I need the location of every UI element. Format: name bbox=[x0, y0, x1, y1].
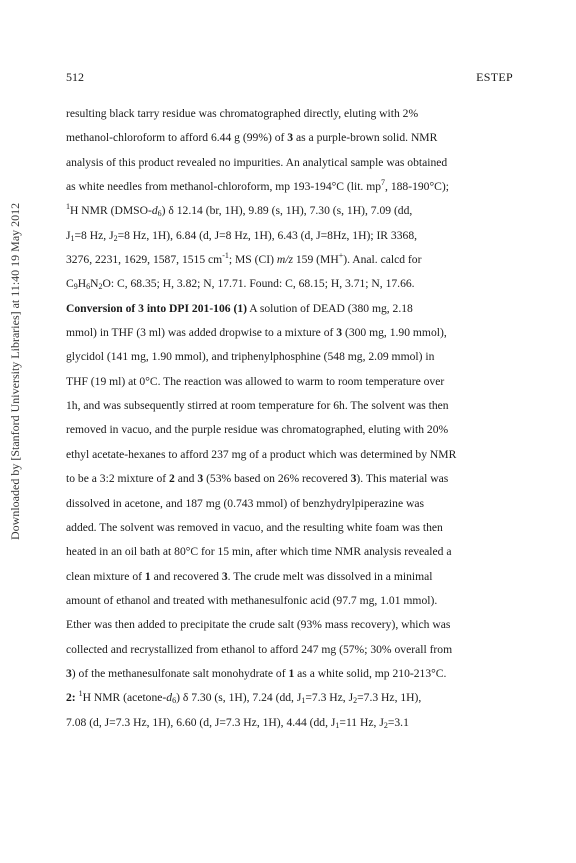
section-heading-line: Conversion of 3 into DPI 201-106 (1) A solution of DEAD (380 mg, 2.18 bbox=[66, 301, 413, 315]
text-line: amount of ethanol and treated with methanesulfonic acid (97.7 mg, 1.01 mmol). bbox=[66, 593, 438, 607]
text-line: added. The solvent was removed in vacuo, and the resulting white foam was then bbox=[66, 520, 443, 534]
text-line: dissolved in acetone, and 187 mg (0.743 mmol) of benzhydrylpiperazine was bbox=[66, 496, 425, 510]
text-line: 3276, 2231, 1629, 1587, 1515 $cm^{-1}$; MS (CI) m/z 159 (MH+). Anal. calcd for bbox=[66, 251, 422, 267]
text-line: as white needles from methanol-chloroform, mp 193-194°C (lit. $mp^7$, 188-190°C); bbox=[66, 178, 449, 194]
running-head: ESTEP bbox=[476, 70, 513, 84]
text-line: THF (19 ml) at 0°C. The reaction was allowed to warm to room temperature over bbox=[66, 374, 445, 388]
text-line: $J_1=8$ Hz, $J_2=8$ Hz, 1H), 6.84 (d, J=8 Hz, 1H), 6.43 (d, J=8Hz, 1H); IR 3368, bbox=[66, 228, 418, 243]
text-line: methanol-chloroform to afford 6.44 g (99%) of 3 as a purple-brown solid. NMR bbox=[66, 131, 438, 145]
text-line: analysis of this product revealed no impurities. An analytical sample was obtained bbox=[66, 155, 448, 169]
download-watermark: Downloaded by [Stanford University Libraries] at 11:40 19 May 2012 bbox=[8, 202, 22, 540]
text-line: $^1$H NMR $(DMSO-d_6)$ δ 12.14 (br, 1H), 9.89 (s, 1H), 7.30 (s, 1H), 7.09 (dd, bbox=[66, 202, 413, 219]
page-header bbox=[66, 70, 513, 86]
text-line: clean mixture of 1 and recovered 3. The crude melt was dissolved in a minimal bbox=[66, 569, 433, 583]
text-line: $C_9H_6N_2O$: C, 68.35; H, 3.82; N, 17.71. Found: C, 68.15; H, 3.71; N, 17.66. bbox=[66, 277, 415, 292]
text-line: 7.08 (d, J=7.3 Hz, 1H), 6.60 (d, J=7.3 Hz, 1H), 4.44 (dd, $J_1=11$ Hz, $J_2=3.1$ bbox=[66, 715, 409, 730]
text-line: 1h, and was subsequently stirred at room temperature for 6h. The solvent was then bbox=[66, 399, 449, 413]
text-line: heated in an oil bath at 80°C for 15 min, after which time NMR analysis revealed a bbox=[66, 545, 452, 559]
text-line: mmol) in THF (3 ml) was added dropwise to a mixture of 3 (300 mg, 1.90 mmol), bbox=[66, 326, 447, 340]
text-line: collected and recrystallized from ethanol to afford 247 mg (57%; 30% overall from bbox=[66, 642, 453, 656]
text-line: ethyl acetate-hexanes to afford 237 mg of a product which was determined by NMR bbox=[66, 447, 457, 461]
text-line: removed in vacuo, and the purple residue was chromatographed, eluting with 20% bbox=[66, 423, 449, 437]
text-line: 2: $^1$H NMR $(acetone-d_6)$ δ 7.30 (s, 1H), 7.24 (dd, $J_1=7.3$ Hz, $J_2=7.3$ Hz, 1H), bbox=[66, 689, 422, 706]
experimental-text bbox=[66, 102, 516, 735]
text-line: 3) of the methanesulfonate salt monohydrate of 1 as a white solid, mp 210-213°C. bbox=[66, 666, 447, 680]
page-number: 512 bbox=[66, 70, 84, 84]
text-line: to be a 3:2 mixture of 2 and 3 (53% based on 26% recovered 3). This material was bbox=[66, 472, 449, 486]
text-line: Ether was then added to precipitate the crude salt (93% mass recovery), which was bbox=[66, 618, 451, 632]
section-heading: Conversion of 3 into DPI 201-106 (1) bbox=[66, 301, 247, 315]
text-line: resulting black tarry residue was chromatographed directly, eluting with 2% bbox=[66, 107, 419, 120]
text-line: glycidol (141 mg, 1.90 mmol), and triphenylphosphine (548 mg, 2.09 mmol) in bbox=[66, 350, 435, 364]
